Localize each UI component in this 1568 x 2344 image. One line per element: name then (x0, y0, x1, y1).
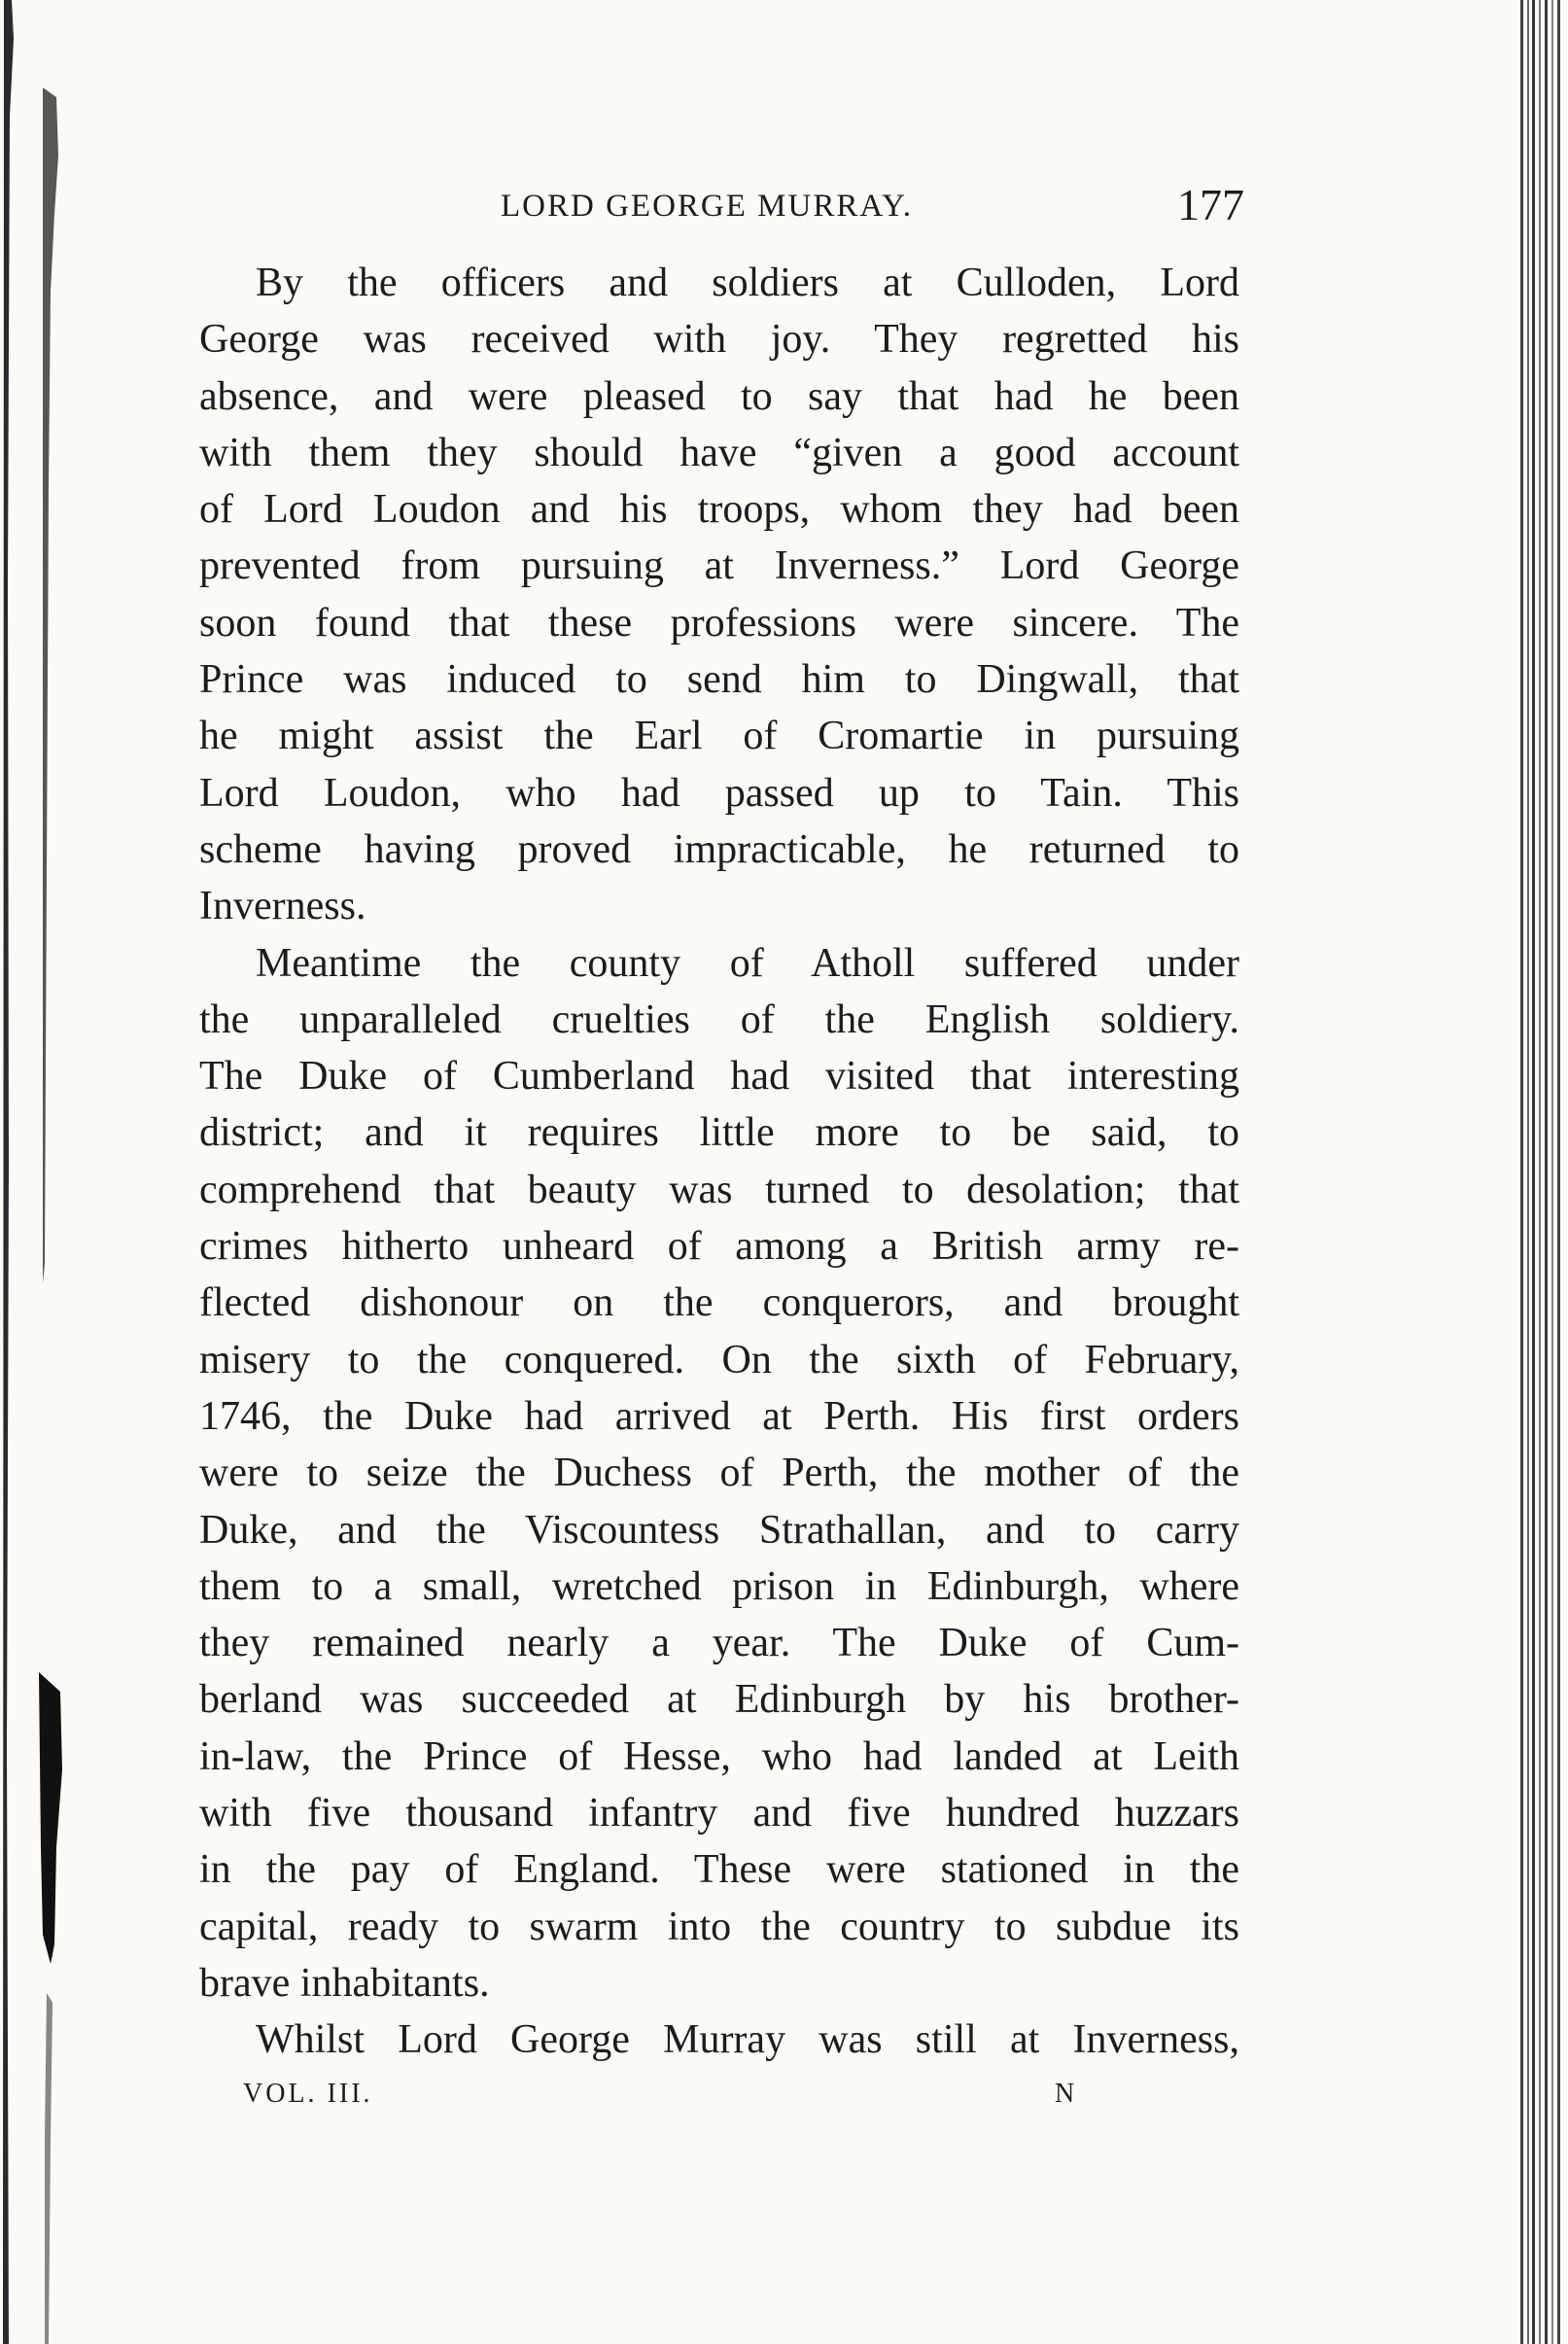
text-line: berland was succeeded at Edinburgh by his brother- (199, 1677, 1239, 1723)
text-line: prevented from pursuing at Inverness.” Lord George (199, 543, 1239, 589)
text-line: capital, ready to swarm into the country to subdue its (199, 1904, 1239, 1949)
text-line: in the pay of England. These were stationed in the (199, 1847, 1239, 1893)
text-line: 1746, the Duke had arrived at Perth. His first orders (199, 1393, 1239, 1439)
paragraph (199, 255, 1239, 935)
text-line: Meantime the county of Atholl suffered under (256, 940, 1239, 986)
text-line: the unparalleled cruelties of the English soldiery. (199, 997, 1239, 1042)
binding-edge-shadow (0, 0, 68, 2344)
text-line: were to seize the Duchess of Perth, the mother of the (199, 1451, 1239, 1496)
text-line: district; and it requires little more to be said, to (199, 1110, 1239, 1156)
text-line: absence, and were pleased to say that had he been (199, 373, 1239, 419)
text-line: in-law, the Prince of Hesse, who had landed at Leith (199, 1733, 1239, 1779)
text-line: of Lord Loudon and his troops, whom they had been (199, 487, 1239, 533)
volume-signature: VOL. III. (243, 2079, 373, 2109)
body-text (199, 255, 1239, 2069)
text-line: Duke, and the Viscountess Strathallan, and to carry (199, 1507, 1239, 1553)
text-line: crimes hitherto unheard of among a British army re- (199, 1224, 1239, 1270)
page-number: 177 (1177, 180, 1244, 229)
text-line: Inverness. (199, 884, 366, 929)
text-line: The Duke of Cumberland had visited that interesting (199, 1054, 1239, 1100)
text-line: George was received with joy. They regretted his (199, 317, 1239, 363)
text-line: with five thousand infantry and five hundred huzzars (199, 1791, 1239, 1837)
text-line: he might assist the Earl of Cromartie in pursuing (199, 714, 1239, 759)
text-line: soon found that these professions were sincere. The (199, 600, 1239, 646)
page-edge-lines (1516, 0, 1568, 2344)
text-line: By the officers and soldiers at Culloden, Lord (256, 261, 1239, 305)
text-line: comprehend that beauty was turned to desolation; that (199, 1167, 1239, 1212)
page-footer (243, 2079, 1098, 2117)
text-line: Whilst Lord George Murray was still at Inverness, (256, 2017, 1239, 2063)
paragraph (199, 2012, 1239, 2068)
text-line: them to a small, wretched prison in Edinburgh, where (199, 1563, 1239, 1609)
running-title: LORD GEORGE MURRAY. (501, 189, 913, 224)
paragraph (199, 935, 1239, 2012)
text-line: brave inhabitants. (199, 1960, 490, 2006)
signature-mark: N (1055, 2079, 1075, 2109)
text-line: misery to the conquered. On the sixth of February, (199, 1337, 1239, 1382)
page-header (204, 179, 1244, 237)
text-line: Lord Loudon, who had passed up to Tain. This (199, 770, 1239, 816)
text-line: with them they should have “given a good account (199, 430, 1239, 475)
text-line: flected dishonour on the conquerors, and brought (199, 1280, 1239, 1326)
text-line: scheme having proved impracticable, he returned to (199, 826, 1239, 872)
text-line: Prince was induced to send him to Dingwall, that (199, 657, 1239, 703)
text-line: they remained nearly a year. The Duke of Cum- (199, 1621, 1239, 1666)
